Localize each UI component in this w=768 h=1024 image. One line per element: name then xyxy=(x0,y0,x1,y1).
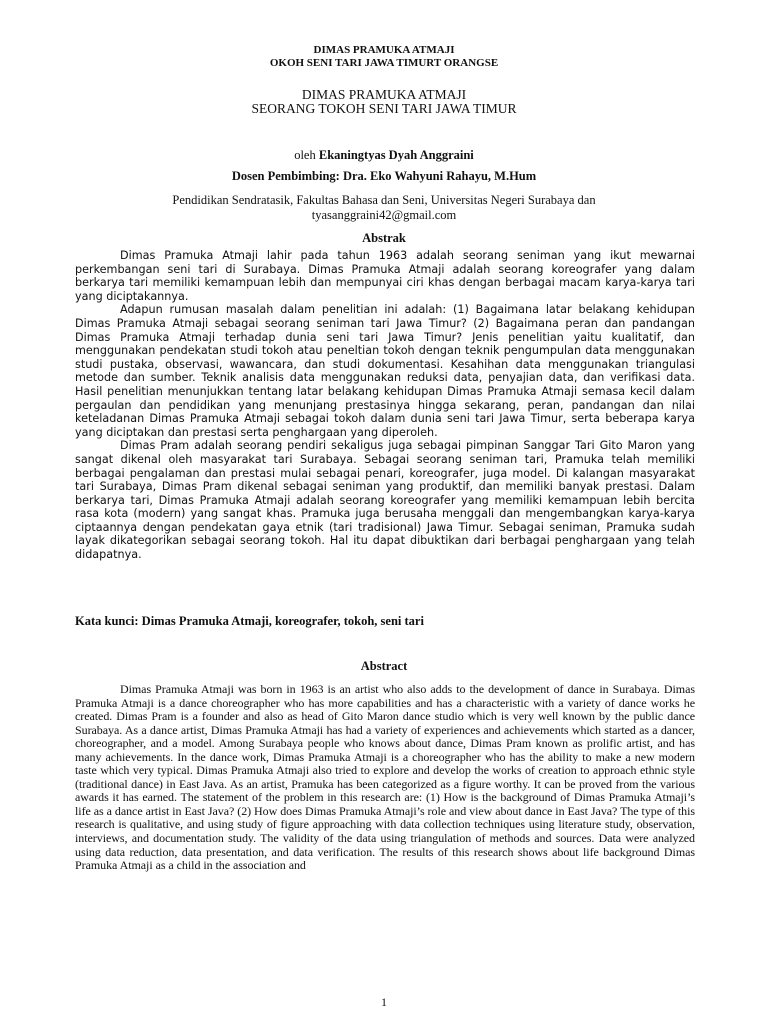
title-line-2: SEORANG TOKOH SENI TARI JAWA TIMUR xyxy=(251,101,517,116)
page-number: 1 xyxy=(381,995,387,1009)
abstract-paragraph: Dimas Pramuka Atmaji was born in 1963 is an artist who also adds to the development of dance in Surabaya. Dimas Pramuka Atmaji is a dance choreographer who has more capabilities and has a characteristic with a variety of dance works he created. Dimas Pram is a founder and also as head of Gito Maron dance studio which is very well known by the public dance Surabaya. As a dance artist, Dimas Pramuka Atmaji has had a variety of experiences and achievements which started as a dancer, choreographer, and a model. Among Surabaya people who knows about dance, Dimas Pram known as prolific artist, and has many achievements. In the dance work, Dimas Pramuka Atmaji is a choreographer who has the ability to make a new modern taste which very typical. Dimas Pramuka Atmaji also tried to explore and develop the works of creation to approach ethnic style (traditional dance) in East Java. As an artist, Pramuka has been categorized as a figure worthy. It can be proved from the various awards it has earned. The statement of the problem in this research are: (1) How is the background of Dimas Pramuka Atmaji’s life as a dance artist in East Java? (2) How does Dimas Pramuka Atmaji’s role and view about dance in East Java? The type of this research is qualitative, and using study of figure approaching with data collection techniques using literature study, observation, interviews, and documentation study. The validity of the data using triangulation of methods and sources. Data were analyzed using data reduction, data presentation, and data verification. The results of this research shows about life background Dimas Pramuka Atmaji as a child in the association and xyxy=(75,682,695,873)
running-header-line-1: DIMAS PRAMUKA ATMAJI xyxy=(313,44,455,56)
author-prefix: oleh xyxy=(294,148,316,162)
abstrak-body xyxy=(75,249,695,562)
author-line xyxy=(0,148,768,163)
abstract-heading: Abstract xyxy=(360,659,408,673)
affiliation-line-1: Pendidikan Sendratasik, Fakultas Bahasa dan Seni, Universitas Negeri Surabaya dan xyxy=(172,193,596,207)
abstrak-paragraph: Dimas Pramuka Atmaji lahir pada tahun 1963 adalah seorang seniman yang ikut mewarnai perkembangan seni tari di Surabaya. Dimas Pramuka Atmaji adalah seorang koreografer yang dalam berkarya tari memiliki kemampuan lebih dan mempunyai ciri khas dengan berbagai macam karya-karya tari yang diciptakannya. xyxy=(75,249,695,303)
abstrak-paragraph: Dimas Pram adalah seorang pendiri sekaligus juga sebagai pimpinan Sanggar Tari Gito Maron yang sangat dikenal oleh masyarakat tari Surabaya. Sebagai seorang seniman tari, Pramuka telah memiliki berbagai pengalaman dan prestasi mulai sebagai penari, koreografer, juga model. Di kalangan masyarakat tari Surabaya, Dimas Pram dikenal sebagai seniman yang produktif, dan memiliki banyak prestasi. Dalam berkarya tari, Dimas Pramuka Atmaji adalah seorang koreografer yang memiliki kemampuan lebih bercita rasa kota (modern) yang sangat khas. Pramuka juga berusaha menggali dan mengembangkan karya-karya ciptaannya dengan pendekatan gaya etnik (tari tradisional) Jawa Timur. Sebagai seniman, Pramuka sudah layak dikategorikan sebagai seorang tokoh. Hal itu dapat dibuktikan dari berbagai penghargaan yang telah didapatnya. xyxy=(75,439,695,562)
affiliation-email: tyasanggraini42@gmail.com xyxy=(311,208,457,222)
supervisor-line: Dosen Pembimbing: Dra. Eko Wahyuni Rahayu, M.Hum xyxy=(231,169,537,183)
running-header-line-2: OKOH SENI TARI JAWA TIMURT ORANGSE xyxy=(269,57,499,69)
author-name: Ekaningtyas Dyah Anggraini xyxy=(318,148,474,162)
abstrak-paragraph: Adapun rumusan masalah dalam penelitian ini adalah: (1) Bagaimana latar belakang kehidupan Dimas Pramuka Atmaji sebagai seorang seniman tari Jawa Timur? (2) Bagaimana peran dan pandangan Dimas Pramuka Atmaji terhadap dunia seni tari Jawa Timur? Jenis penelitian yaitu kualitatif, dan menggunakan pendekatan studi tokoh atau peneltian tokoh dengan teknik pengumpulan data menggunakan studi pustaka, observasi, wawancara, dan studi dokumentasi. Kesahihan data menggunakan triangulasi metode dan sumber. Teknik analisis data menggunakan reduksi data, penyajian data, dan verifikasi data. Hasil penelitian menunjukkan tentang latar belakang kehidupan Dimas Pramuka Atmaji semasa kecil dalam pergaulan dan pendidikan yang menunjang prestasinya hingga sekarang, peran, pandangan dan nilai keteladanan Dimas Pramuka Atmaji sebagai tokoh dalam dunia seni tari Jawa Timur, serta beberapa karya yang diciptakan dan prestasi serta penghargaan yang diperoleh. xyxy=(75,303,695,439)
abstrak-heading: Abstrak xyxy=(362,231,406,245)
title-line-1: DIMAS PRAMUKA ATMAJI xyxy=(301,87,467,102)
abstract-body xyxy=(75,683,695,873)
keywords: Kata kunci: Dimas Pramuka Atmaji, koreografer, tokoh, seni tari xyxy=(75,614,424,628)
